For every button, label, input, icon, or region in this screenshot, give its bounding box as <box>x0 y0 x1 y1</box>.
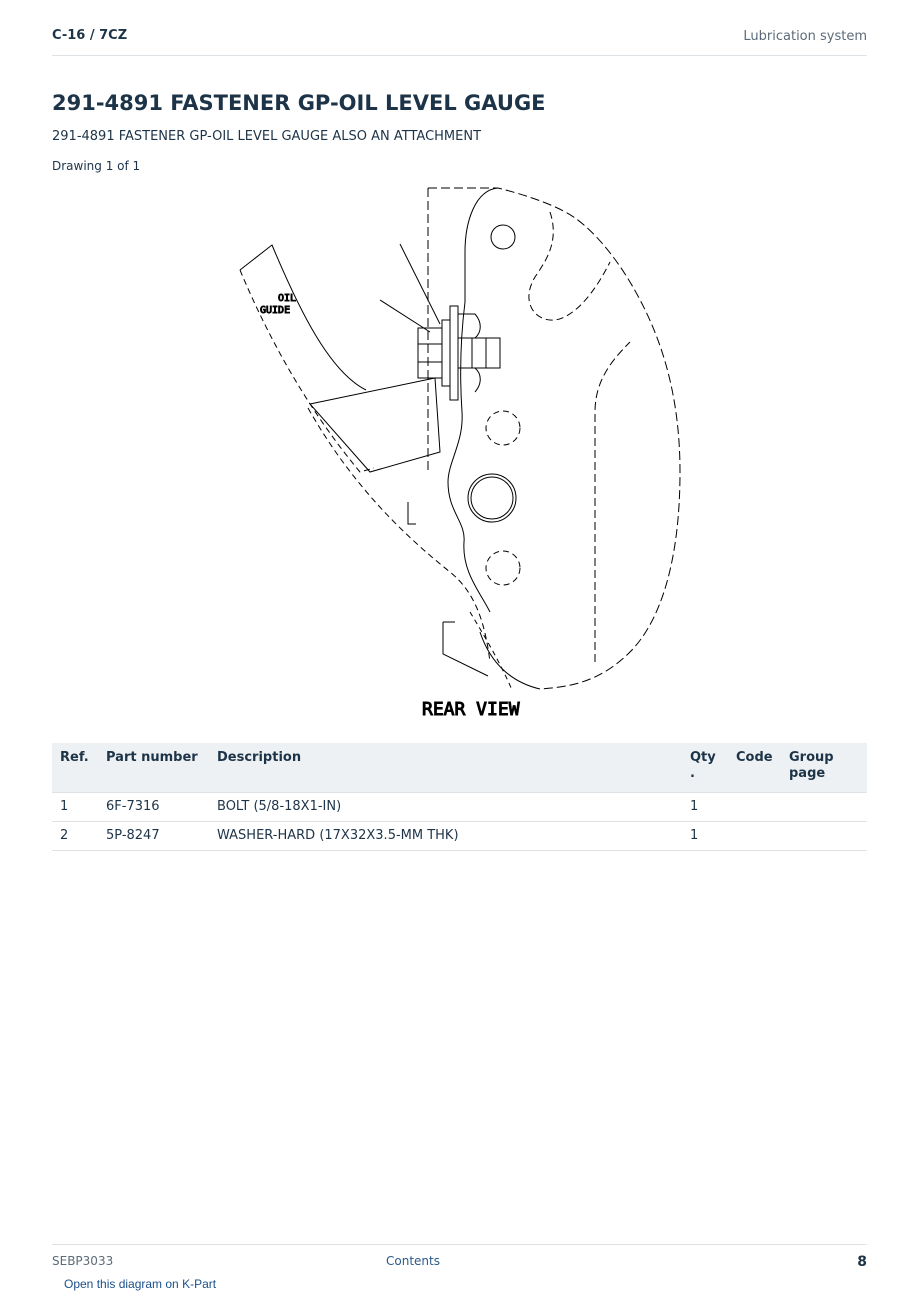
cell-part-number: 6F-7316 <box>98 793 209 822</box>
header-qty-line2: . <box>690 766 695 781</box>
header-ref: Ref. <box>52 743 98 793</box>
header-description: Description <box>209 743 682 793</box>
view-caption: REAR VIEW <box>422 699 520 720</box>
header-code: Code <box>728 743 781 793</box>
model-label: C-16 / 7CZ <box>52 28 128 43</box>
lower-bracket <box>308 378 512 690</box>
oil-guide <box>240 245 374 472</box>
cell-description: BOLT (5/8-18X1-IN) <box>209 793 682 822</box>
section-label: Lubrication system <box>743 29 867 44</box>
oil-label: OIL <box>278 293 297 304</box>
cell-description: WASHER-HARD (17X32X3.5-MM THK) <box>209 822 682 851</box>
header-qty-line1: Qty <box>690 750 716 765</box>
kpart-link[interactable]: Open this diagram on K-Part <box>64 1277 217 1291</box>
cell-part-number: 5P-8247 <box>98 822 209 851</box>
table-row <box>52 793 867 822</box>
header-group-line1: Group <box>789 750 834 765</box>
housing <box>428 188 680 689</box>
page-footer <box>52 1244 867 1274</box>
cell-code <box>728 793 781 822</box>
cell-qty: 1 <box>682 793 728 822</box>
leader-lines <box>380 244 440 332</box>
table-row <box>52 822 867 851</box>
table-header-row <box>52 743 867 793</box>
guide-label: GUIDE <box>260 305 291 316</box>
cell-ref: 2 <box>52 822 98 851</box>
doc-id: SEBP3033 <box>52 1254 114 1268</box>
page-header <box>52 28 867 56</box>
cell-qty: 1 <box>682 822 728 851</box>
header-group-line2: page <box>789 766 826 781</box>
cell-code <box>728 822 781 851</box>
contents-link[interactable]: Contents <box>386 1254 440 1268</box>
page-title: 291-4891 FASTENER GP-OIL LEVEL GAUGE <box>52 91 546 115</box>
header-qty <box>682 743 728 793</box>
header-group-page <box>781 743 867 793</box>
parts-table <box>52 743 867 851</box>
page-number: 8 <box>857 1254 867 1270</box>
cell-group-page <box>781 822 867 851</box>
cell-group-page <box>781 793 867 822</box>
cell-ref: 1 <box>52 793 98 822</box>
bolt-assembly <box>418 306 500 400</box>
housing-holes <box>468 225 520 585</box>
parts-drawing <box>200 182 720 722</box>
rear-view-diagram <box>200 182 720 722</box>
header-part-number: Part number <box>98 743 209 793</box>
page-subtitle: 291-4891 FASTENER GP-OIL LEVEL GAUGE ALSO AN ATTACHMENT <box>52 129 482 144</box>
drawing-count: Drawing 1 of 1 <box>52 159 141 173</box>
